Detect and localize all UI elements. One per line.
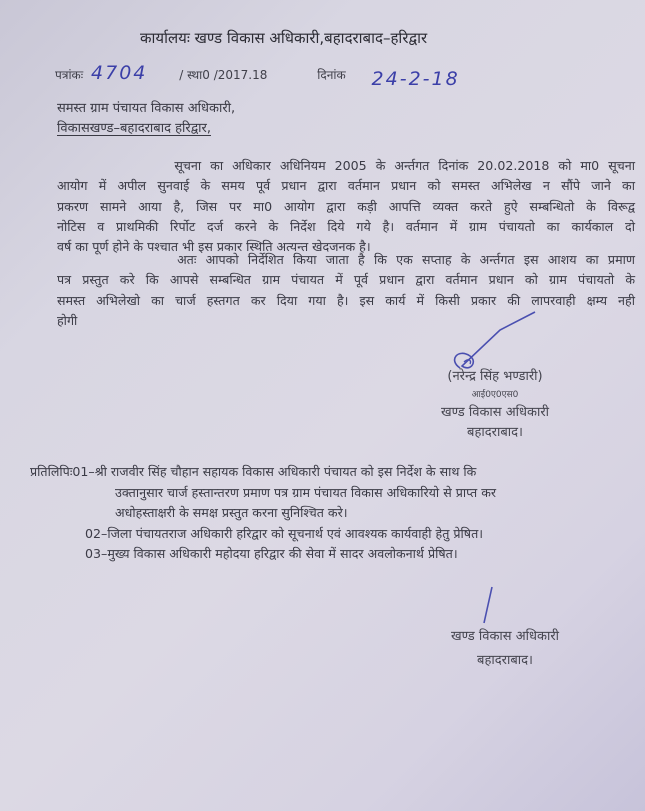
paragraph-line: अतः आपको निर्देशित किया जाता है कि एक सप्ताह के अर्न्तगत इस आशय का प्रमाण — [57, 252, 635, 267]
addressee-line-2: विकासखण्ड–बहादराबाद हरिद्वार, — [57, 121, 211, 136]
addressee-line-1: समस्त ग्राम पंचायत विकास अधिकारी, — [57, 101, 236, 116]
paragraph-line: सूचना का अधिकार अधिनियम 2005 के अर्न्तगत दिनांक 20.02.2018 को मा0 सूचना — [57, 158, 635, 173]
ref-section: / स्था0 /2017.18 — [179, 68, 268, 82]
body-paragraph-1 — [57, 156, 635, 257]
date-handwritten: 24-2-18 — [371, 68, 460, 90]
date-label: दिनांक — [317, 68, 346, 82]
copy-item-1-line-2: उक्तानुसार चार्ज हस्तान्तरण प्रमाण पत्र ग्राम पंचायत विकास अधिकारियो से प्राप्त कर — [115, 484, 497, 500]
copy-to-label: प्रतिलिपिः — [30, 464, 73, 479]
copy-to-section — [30, 462, 630, 565]
ref-number-handwritten: 4704 — [91, 62, 148, 84]
signatory-designation: खण्ड विकास अधिकारी — [440, 405, 550, 420]
paragraph-line: पत्र प्रस्तुत करे कि आपसे सम्बन्धित ग्राम पंचायत में पूर्व प्रधान द्वारा वर्तमान प्रधान को ग्राम पंचायतो के — [57, 272, 635, 288]
paragraph-line: समस्त अभिलेखो का चार्ज हस्तगत कर दिया गया है। इस कार्य में किसी प्रकार की लापरवाही क्षम्य नही — [57, 292, 635, 308]
signatory-place: बहादराबाद। — [477, 653, 533, 668]
copy-item-3: 03–मुख्य विकास अधिकारी महोदया हरिद्वार की सेवा में सादर अवलोकनार्थ प्रेषित। — [85, 546, 458, 561]
paragraph-line: वर्ष का पूर्ण होने के पश्चात भी इस प्रकार स्थिति अत्यन्त खेदजनक है। — [57, 239, 371, 255]
paragraph-line: होगी — [57, 312, 78, 328]
office-title: कार्यालयः खण्ड विकास अधिकारी,बहादराबाद–हरिद्वार — [140, 29, 428, 47]
paragraph-line: नोटिस व प्राथमिकी रिर्पोट दर्ज करने के निर्देश दिये गये है। वर्तमान में ग्राम पंचायतो का कार्यकाल दो — [57, 218, 635, 234]
signatory-place: बहादराबाद। — [467, 425, 523, 440]
signature-block-1 — [415, 367, 575, 443]
paragraph-line: आयोग में अपील सुनवाई के समय पूर्व प्रधान द्वारा वर्तमान प्रधान को समस्त अभिलेख न सौंपे जाने का — [57, 178, 635, 194]
signature-block-2 — [430, 625, 580, 673]
signatory-designation: खण्ड विकास अधिकारी — [450, 629, 560, 644]
copy-item-2: 02–जिला पंचायतराज अधिकारी हरिद्वार को सूचनार्थ एवं आवश्यक कार्यवाही हेतु प्रेषित। — [85, 525, 484, 541]
ref-label: पत्रांकः — [55, 68, 84, 82]
reference-row — [55, 62, 460, 90]
signatory-name: (नरेन्द्र सिंह भण्डारी) — [447, 369, 543, 384]
signatory-service: आई0ए0एस0 — [471, 390, 519, 400]
paragraph-line: प्रकरण सामने आया है, जिस पर मा0 आयोग द्वारा कड़ी आपत्ति व्यक्त करते हुऐ सम्बन्धितो के विरूद्व — [57, 198, 635, 214]
copy-item-1: प्रतिलिपिः01–श्री राजवीर सिंह चौहान सहायक विकास अधिकारी पंचायत को इस निर्देश के साथ कि — [30, 464, 477, 479]
copy-item-1-line-3: अधोहस्ताक्षरी के समक्ष प्रस्तुत करना सुनिश्चित करे। — [115, 505, 348, 520]
